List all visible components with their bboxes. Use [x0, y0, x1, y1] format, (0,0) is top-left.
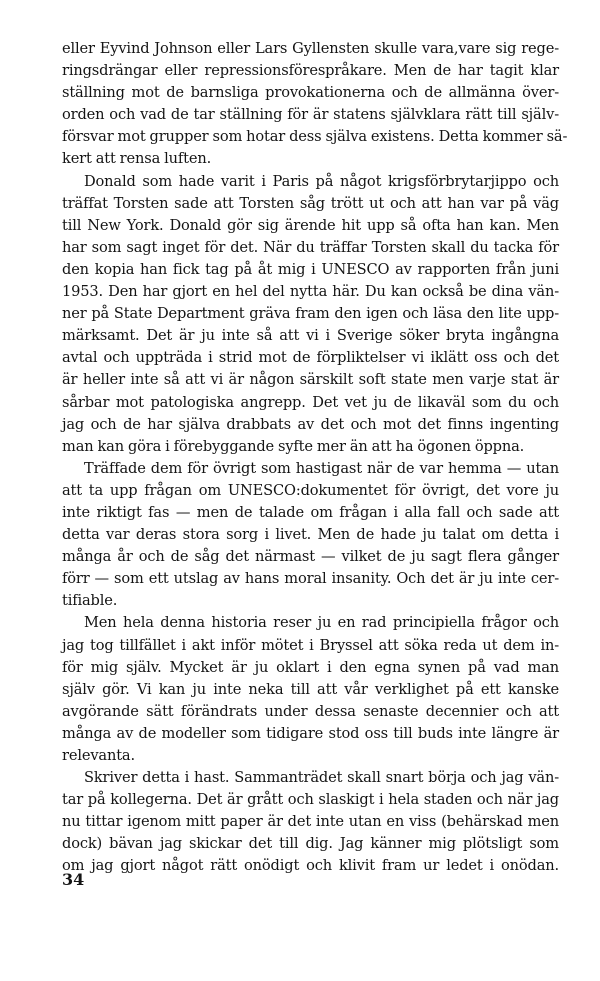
text-line: försvar mot grupper som hotar dess själva existens. Detta kommer sä- — [62, 128, 568, 146]
text-line: detta var deras stora sorg i livet. Men de hade ju talat om detta i — [62, 526, 559, 544]
text-line: 1953. Den har gjort en hel del nytta här. Du kan också be dina vän- — [62, 283, 559, 301]
text-line: till New York. Donald gör sig ärende hit upp så ofta han kan. Men — [62, 216, 559, 234]
text-line: många år och de såg det närmast — vilket de ju sagt flera gånger — [62, 548, 559, 566]
text-line: ner på State Department gräva fram den igen och läsa den lite upp- — [62, 305, 559, 323]
text-line: orden och vad de tar ställning för är statens självklara rätt till själv- — [62, 106, 559, 124]
page-number: 34 — [62, 870, 85, 889]
text-line: om jag gjort något rätt onödigt och klivit fram ur ledet i onödan. — [62, 857, 559, 875]
paragraph-first-line: Men hela denna historia reser ju en rad principiella frågor och — [84, 614, 559, 632]
text-line: tifiable. — [62, 592, 118, 610]
text-line: relevanta. — [62, 747, 135, 764]
text-line: avgörande sätt förändrats under dessa senaste decennier och att — [62, 702, 559, 720]
text-line: jag och de har själva drabbats av det och mot det finns ingenting — [62, 415, 559, 433]
paragraph-first-line: Donald som hade varit i Paris på något krigsförbrytarjippo och — [84, 172, 559, 190]
paragraph-first-line: Skriver detta i hast. Sammanträdet skall snart börja och jag vän- — [84, 769, 559, 787]
text-line: man kan göra i förebyggande syfte mer än att ha ögonen öppna. — [62, 437, 525, 455]
page-body — [62, 38, 568, 878]
text-line: nu tittar igenom mitt paper är det inte utan en viss (behärskad men — [62, 813, 559, 831]
text-line: för mig själv. Mycket är ju oklart i den egna synen på vad man — [62, 658, 559, 676]
text-line: att ta upp frågan om UNESCO:dokumentet för övrigt, det vore ju — [62, 481, 559, 499]
text-line: själv gör. Vi kan ju inte neka till att vår verklighet på ett kanske — [62, 680, 559, 698]
text-line: ringsdrängar eller repressionsförespråkare. Men de har tagit klar — [62, 62, 559, 80]
text-line: träffat Torsten sade att Torsten såg trött ut och att han var på väg — [62, 194, 559, 212]
text-line: förr — som ett utslag av hans moral insanity. Och det är ju inte cer- — [62, 570, 559, 588]
text-line: kert att rensa luften. — [62, 150, 212, 168]
text-line: dock) bävan jag skickar det till dig. Jag känner mig plötsligt som — [62, 835, 559, 853]
text-line: sårbar mot patologiska angrepp. Det vet ju de likaväl som du och — [62, 393, 559, 411]
text-line: många av de modeller som tidigare stod oss till buds inte längre är — [62, 724, 559, 742]
text-line: inte riktigt fas — men de talade om frågan i alla fall och sade att — [62, 503, 559, 521]
text-line: den kopia han fick tag på åt mig i UNESCO av rapporten från juni — [62, 260, 559, 278]
text-line: jag tog tillfället i akt inför mötet i Bryssel att söka reda ut dem in- — [62, 636, 559, 654]
text-line: avtal och uppträda i strid mot de förpliktelser vi iklätt oss och det — [62, 349, 559, 367]
text-line: eller Eyvind Johnson eller Lars Gyllensten skulle vara,vare sig rege- — [62, 40, 559, 57]
text-line: tar på kollegerna. Det är grått och slaskigt i hela staden och när jag — [62, 791, 559, 809]
paragraph-first-line: Träffade dem för övrigt som hastigast när de var hemma — utan — [84, 459, 559, 477]
text-line: märksamt. Det är ju inte så att vi i Sverige söker bryta ingångna — [62, 327, 559, 345]
text-line: ställning mot de barnsliga provokationerna och de allmänna över- — [62, 84, 559, 102]
text-line: har som sagt inget för det. När du träffar Torsten skall du tacka för — [62, 238, 559, 256]
text-line: är heller inte så att vi är någon särskilt soft state men varje stat är — [62, 371, 559, 389]
